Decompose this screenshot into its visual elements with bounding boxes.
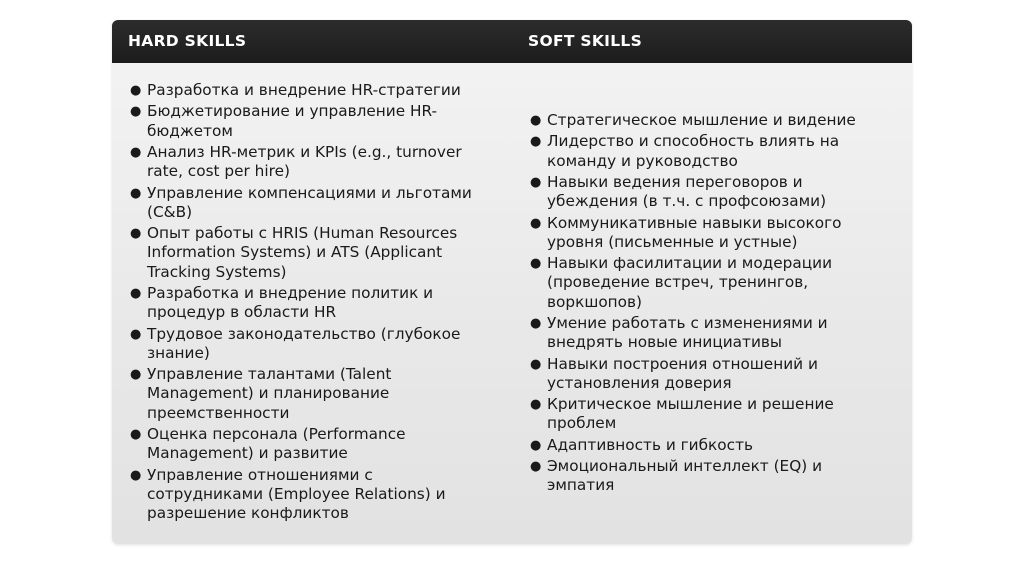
soft-skill-text: Навыки ведения переговоров и убеждения (в т.ч. с профсоюзами)	[547, 172, 827, 211]
bullet-icon: ●	[130, 426, 142, 442]
soft-skill-item	[528, 314, 883, 352]
soft-skill-item	[528, 111, 883, 130]
hard-skill-item	[128, 143, 483, 181]
soft-skill-item	[528, 132, 883, 170]
bullet-icon: ●	[130, 104, 142, 120]
bullet-icon: ●	[130, 144, 142, 160]
bullet-icon: ●	[130, 367, 142, 383]
bullet-icon: ●	[530, 437, 542, 453]
hard-skill-item	[128, 284, 483, 322]
hard-skill-text: Анализ HR-метрик и KPIs (e.g., turnover rate, cost per hire)	[147, 142, 462, 181]
bullet-icon: ●	[530, 256, 542, 272]
hard-skill-item	[128, 425, 483, 463]
soft-skill-text: Лидерство и способность влиять на команду и руководство	[547, 132, 840, 170]
hard-skill-item	[128, 102, 483, 140]
bullet-icon: ●	[130, 326, 142, 342]
soft-skill-text: Навыки построения отношений и установления доверия	[547, 354, 818, 392]
soft-skill-text: Стратегическое мышление и видение	[547, 111, 856, 129]
bullet-icon: ●	[130, 185, 142, 201]
table-header	[112, 20, 912, 63]
hard-skill-item	[128, 224, 483, 282]
soft-skill-item	[528, 395, 883, 433]
soft-skill-text: Эмоциональный интеллект (EQ) и эмпатия	[547, 457, 823, 495]
hard-skill-text: Управление компенсациями и льготами (C&B)	[147, 183, 472, 221]
bullet-icon: ●	[530, 215, 542, 231]
soft-skill-item	[528, 173, 883, 211]
bullet-icon: ●	[530, 397, 542, 413]
hard-skill-text: Бюджетирование и управление HR-бюджетом	[147, 102, 438, 140]
soft-skill-item	[528, 355, 883, 393]
hard-skill-item	[128, 466, 483, 524]
bullet-icon: ●	[130, 285, 142, 301]
hard-skills-title: HARD SKILLS	[128, 32, 247, 50]
bullet-icon: ●	[530, 174, 542, 190]
hard-skill-item	[128, 184, 483, 222]
hard-skill-text: Разработка и внедрение политик и процедур в области HR	[147, 283, 434, 322]
soft-skills-title: SOFT SKILLS	[528, 32, 643, 50]
soft-skill-item	[528, 214, 883, 252]
hard-skill-item	[128, 325, 483, 363]
hard-skill-text: Оценка персонала (Performance Management) и развитие	[147, 424, 406, 463]
bullet-icon: ●	[130, 83, 142, 98]
bullet-icon: ●	[530, 134, 542, 150]
hard-skill-text: Трудовое законодательство (глубокое знание)	[147, 324, 461, 362]
soft-skill-item	[528, 457, 883, 495]
soft-skill-text: Критическое мышление и решение проблем	[547, 395, 834, 433]
hard-skill-text: Разработка и внедрение HR-стратегии	[147, 81, 461, 99]
hard-skills-list	[128, 81, 483, 525]
soft-skill-text: Умение работать с изменениями и внедрять новые инициативы	[547, 313, 828, 352]
bullet-icon: ●	[130, 226, 142, 242]
bullet-icon: ●	[530, 315, 542, 331]
hard-skill-text: Управление отношениями с сотрудниками (Employee Relations) и разрешение конфликтов	[147, 465, 446, 522]
hard-skill-text: Опыт работы с HRIS (Human Resources Information Systems) и ATS (Applicant Tracking Systems)	[147, 224, 458, 281]
soft-skill-text: Коммуникативные навыки высокого уровня (письменные и устные)	[547, 213, 842, 251]
soft-skill-text: Адаптивность и гибкость	[547, 435, 753, 454]
bullet-icon: ●	[530, 459, 542, 475]
soft-skill-item	[528, 254, 883, 312]
soft-skill-item	[528, 436, 883, 455]
bullet-icon: ●	[130, 467, 142, 483]
soft-skills-list	[528, 111, 883, 498]
soft-skill-text: Навыки фасилитации и модерации (проведение встреч, тренингов, воркшопов)	[547, 254, 833, 311]
bullet-icon: ●	[530, 113, 542, 128]
bullet-icon: ●	[530, 356, 542, 372]
hard-skill-item	[128, 81, 483, 100]
hard-skill-item	[128, 365, 483, 423]
hard-skill-text: Управление талантами (Talent Management) и планирование преемственности	[147, 365, 392, 422]
skills-table	[112, 20, 912, 544]
